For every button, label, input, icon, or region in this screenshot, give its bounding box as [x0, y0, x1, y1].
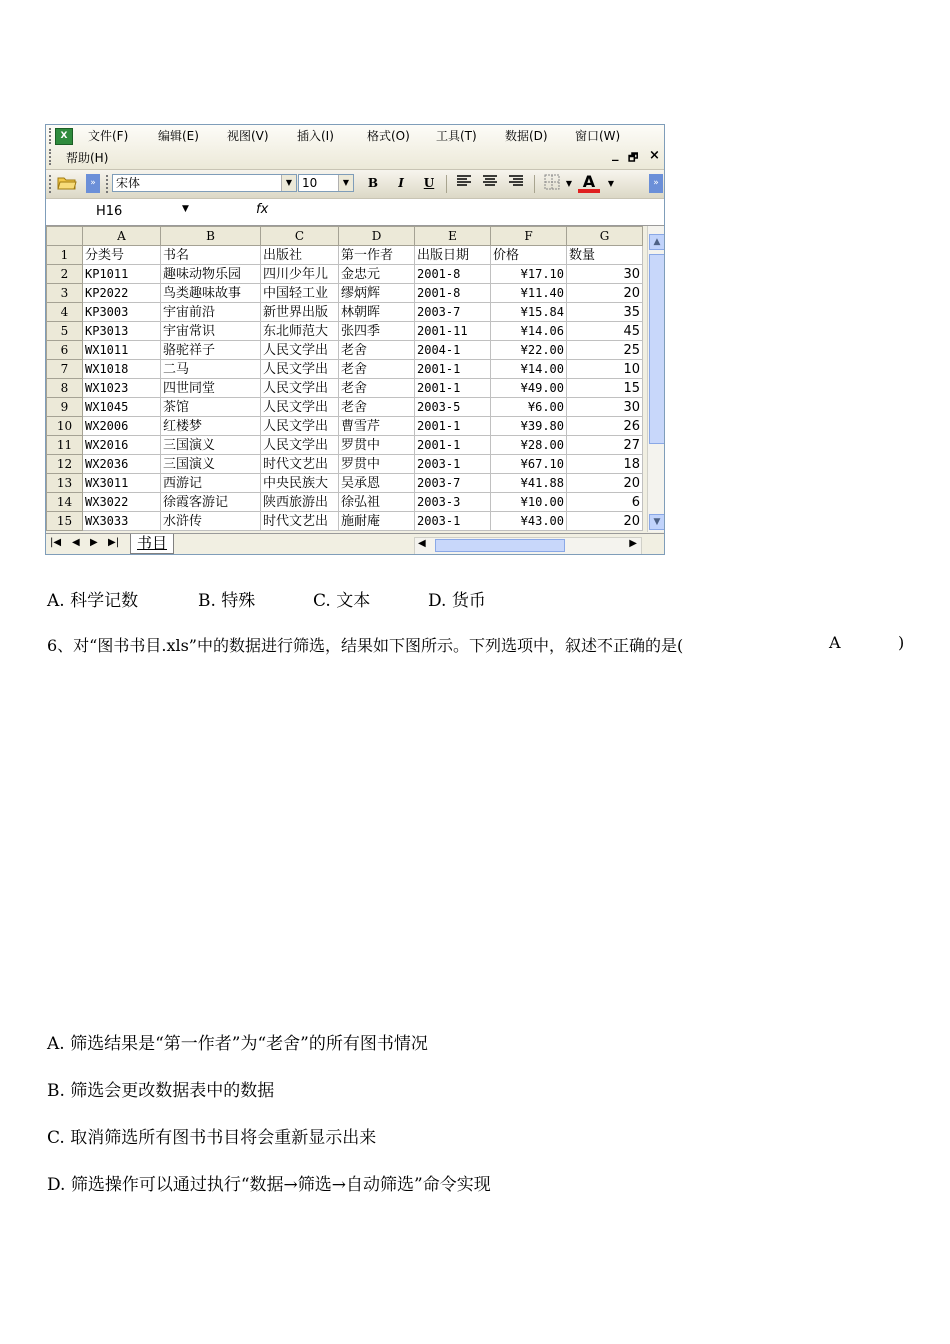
table-cell[interactable]: 徐弘祖 — [339, 493, 415, 512]
font-name-value: 宋体 — [116, 176, 141, 190]
table-cell[interactable]: 30 — [567, 265, 643, 284]
table-cell[interactable]: 人民文学出 — [261, 379, 339, 398]
menu-data[interactable]: 数据(D) — [505, 129, 548, 143]
table-cell[interactable]: 2003-5 — [415, 398, 491, 417]
table-cell[interactable]: 张四季 — [339, 322, 415, 341]
table-cell[interactable]: 18 — [567, 455, 643, 474]
table-cell[interactable]: 2001-11 — [415, 322, 491, 341]
q6-option-a: A. 筛选结果是“第一作者”为“老舍”的所有图书情况 — [47, 1034, 428, 1054]
table-cell[interactable]: ¥15.84 — [491, 303, 567, 322]
table-cell[interactable]: 吴承恩 — [339, 474, 415, 493]
table-cell[interactable]: 施耐庵 — [339, 512, 415, 531]
row-header[interactable]: 5 — [47, 322, 83, 341]
row-header[interactable]: 6 — [47, 341, 83, 360]
table-cell[interactable]: 茶馆 — [161, 398, 261, 417]
close-icon[interactable]: × — [649, 148, 660, 163]
scroll-down-icon[interactable]: ▼ — [649, 514, 665, 530]
table-cell[interactable]: 分类号 — [83, 246, 161, 265]
q5-option-a: A. 科学记数 — [47, 591, 139, 611]
row-header[interactable]: 9 — [47, 398, 83, 417]
table-row — [47, 417, 643, 436]
toolbar-grip[interactable] — [49, 149, 54, 165]
table-cell[interactable]: KP2022 — [83, 284, 161, 303]
row-header[interactable]: 15 — [47, 512, 83, 531]
underline-button[interactable]: U — [423, 176, 435, 190]
table-row — [47, 322, 643, 341]
table-cell[interactable]: 15 — [567, 379, 643, 398]
table-cell[interactable]: WX3011 — [83, 474, 161, 493]
q6-stem: 6、对“图书书目.xls”中的数据进行筛选，结果如下图所示。下列选项中，叙述不正确的是( — [47, 636, 684, 655]
menu-window[interactable]: 窗口(W) — [575, 129, 621, 143]
minimize-icon[interactable]: _ — [612, 147, 619, 162]
table-cell[interactable]: 人民文学出 — [261, 398, 339, 417]
table-cell[interactable]: 水浒传 — [161, 512, 261, 531]
spreadsheet-grid — [46, 226, 643, 531]
table-cell[interactable]: 宇宙前沿 — [161, 303, 261, 322]
table-cell[interactable]: 缪炳辉 — [339, 284, 415, 303]
table-cell[interactable]: 出版日期 — [415, 246, 491, 265]
toolbar-separator — [534, 175, 535, 193]
table-cell[interactable]: ¥10.00 — [491, 493, 567, 512]
row-header[interactable]: 2 — [47, 265, 83, 284]
scroll-thumb[interactable] — [435, 539, 565, 552]
row-header[interactable]: 14 — [47, 493, 83, 512]
column-header[interactable]: G — [567, 227, 643, 246]
table-cell[interactable]: 2001-1 — [415, 379, 491, 398]
q6-close-paren: ) — [898, 633, 905, 652]
table-cell[interactable]: ¥11.40 — [491, 284, 567, 303]
table-cell[interactable]: 数量 — [567, 246, 643, 265]
table-cell[interactable]: 6 — [567, 493, 643, 512]
row-header[interactable]: 11 — [47, 436, 83, 455]
q6-option-c: C. 取消筛选所有图书书目将会重新显示出来 — [47, 1128, 377, 1148]
table-row — [47, 360, 643, 379]
formula-bar — [46, 199, 665, 226]
table-cell[interactable]: KP3003 — [83, 303, 161, 322]
column-header[interactable]: B — [161, 227, 261, 246]
excel-window — [45, 124, 665, 555]
row-header[interactable]: 8 — [47, 379, 83, 398]
table-cell[interactable]: WX1045 — [83, 398, 161, 417]
table-cell[interactable]: 三国演义 — [161, 436, 261, 455]
table-cell[interactable]: WX3033 — [83, 512, 161, 531]
q5-option-c: C. 文本 — [313, 591, 371, 611]
toolbar-grip[interactable] — [106, 175, 111, 193]
row-header[interactable]: 3 — [47, 284, 83, 303]
table-cell[interactable]: WX1011 — [83, 341, 161, 360]
table-cell[interactable]: WX2006 — [83, 417, 161, 436]
table-cell[interactable]: 2003-7 — [415, 474, 491, 493]
table-cell[interactable]: 人民文学出 — [261, 417, 339, 436]
menu-bar — [46, 125, 665, 170]
menu-file[interactable]: 文件(F) — [88, 129, 129, 143]
table-cell[interactable]: 人民文学出 — [261, 436, 339, 455]
row-header[interactable]: 7 — [47, 360, 83, 379]
table-cell[interactable]: 老舍 — [339, 341, 415, 360]
font-size-combo[interactable] — [298, 174, 354, 192]
table-cell[interactable]: ¥28.00 — [491, 436, 567, 455]
table-cell[interactable]: 西游记 — [161, 474, 261, 493]
table-cell[interactable]: WX1023 — [83, 379, 161, 398]
table-row — [47, 341, 643, 360]
table-cell[interactable]: ¥41.88 — [491, 474, 567, 493]
row-header[interactable]: 12 — [47, 455, 83, 474]
name-box[interactable]: H16 — [96, 204, 123, 219]
table-cell[interactable]: WX2016 — [83, 436, 161, 455]
table-cell[interactable]: ¥14.00 — [491, 360, 567, 379]
table-cell[interactable]: 2001-8 — [415, 284, 491, 303]
table-cell[interactable]: KP3013 — [83, 322, 161, 341]
table-cell[interactable]: WX2036 — [83, 455, 161, 474]
prev-sheet-icon[interactable]: ◀ — [72, 537, 80, 548]
open-folder-icon[interactable] — [56, 174, 78, 193]
column-header[interactable]: E — [415, 227, 491, 246]
fx-icon[interactable]: fx — [256, 202, 269, 217]
table-cell[interactable]: 第一作者 — [339, 246, 415, 265]
horizontal-scrollbar[interactable] — [414, 537, 642, 555]
first-sheet-icon[interactable]: |◀ — [50, 537, 62, 548]
bold-button[interactable]: B — [367, 176, 379, 190]
menu-tools[interactable]: 工具(T) — [436, 129, 477, 143]
row-header[interactable]: 13 — [47, 474, 83, 493]
table-cell[interactable]: WX3022 — [83, 493, 161, 512]
column-header[interactable]: A — [83, 227, 161, 246]
table-cell[interactable]: 35 — [567, 303, 643, 322]
toolbar-grip[interactable] — [49, 175, 54, 193]
last-sheet-icon[interactable]: ▶| — [108, 537, 120, 548]
borders-icon[interactable] — [542, 174, 562, 193]
column-header[interactable]: D — [339, 227, 415, 246]
toolbar-grip[interactable] — [49, 128, 54, 144]
table-cell[interactable]: 2001-1 — [415, 436, 491, 455]
row-header[interactable]: 4 — [47, 303, 83, 322]
scroll-thumb[interactable] — [649, 254, 665, 444]
table-cell[interactable]: 罗贯中 — [339, 436, 415, 455]
font-name-combo[interactable] — [112, 174, 297, 192]
table-cell[interactable]: 2003-3 — [415, 493, 491, 512]
toolbar-separator — [446, 175, 447, 193]
table-cell[interactable]: 中央民族大 — [261, 474, 339, 493]
scroll-right-icon[interactable]: ▶ — [629, 538, 637, 549]
menu-edit[interactable]: 编辑(E) — [158, 129, 199, 143]
next-sheet-icon[interactable]: ▶ — [90, 537, 98, 548]
align-center-icon[interactable] — [480, 174, 500, 193]
format-toolbar — [46, 170, 665, 199]
table-cell[interactable]: 红楼梦 — [161, 417, 261, 436]
table-cell[interactable]: 2001-1 — [415, 417, 491, 436]
table-cell[interactable]: 20 — [567, 512, 643, 531]
table-row — [47, 436, 643, 455]
menu-insert[interactable]: 插入(I) — [297, 129, 334, 143]
table-cell[interactable]: 林朝晖 — [339, 303, 415, 322]
table-cell[interactable]: 25 — [567, 341, 643, 360]
table-cell[interactable]: 2003-7 — [415, 303, 491, 322]
table-cell[interactable]: 价格 — [491, 246, 567, 265]
table-cell[interactable]: 新世界出版 — [261, 303, 339, 322]
table-cell[interactable]: ¥39.80 — [491, 417, 567, 436]
table-cell[interactable]: 罗贯中 — [339, 455, 415, 474]
row-header[interactable]: 10 — [47, 417, 83, 436]
table-cell[interactable]: 金忠元 — [339, 265, 415, 284]
table-cell[interactable]: 时代文艺出 — [261, 512, 339, 531]
table-cell[interactable]: 2003-1 — [415, 512, 491, 531]
table-cell[interactable]: 二马 — [161, 360, 261, 379]
table-cell[interactable]: ¥49.00 — [491, 379, 567, 398]
table-cell[interactable]: 10 — [567, 360, 643, 379]
table-row — [47, 284, 643, 303]
q6-answer: A — [829, 633, 841, 652]
chevron-down-icon[interactable]: ▼ — [338, 175, 353, 191]
italic-button[interactable]: I — [398, 176, 404, 190]
table-cell[interactable]: 人民文学出 — [261, 360, 339, 379]
table-cell[interactable]: 宇宙常识 — [161, 322, 261, 341]
chevron-down-icon[interactable]: ▼ — [607, 179, 615, 188]
table-cell[interactable]: ¥67.10 — [491, 455, 567, 474]
q5-option-d: D. 货币 — [428, 591, 486, 611]
table-row — [47, 379, 643, 398]
select-all-corner[interactable] — [47, 227, 83, 246]
column-header[interactable]: C — [261, 227, 339, 246]
column-header-row — [47, 227, 643, 246]
scroll-up-icon[interactable]: ▲ — [649, 234, 665, 250]
table-row — [47, 455, 643, 474]
table-cell[interactable]: 老舍 — [339, 379, 415, 398]
table-row — [47, 493, 643, 512]
table-row — [47, 265, 643, 284]
menu-format[interactable]: 格式(O) — [367, 129, 410, 143]
table-cell[interactable]: 45 — [567, 322, 643, 341]
q5-option-b: B. 特殊 — [198, 591, 256, 611]
table-cell[interactable]: 四世同堂 — [161, 379, 261, 398]
table-cell[interactable]: 陕西旅游出 — [261, 493, 339, 512]
chevron-down-icon[interactable]: ▼ — [281, 175, 296, 191]
restore-icon[interactable]: 🗗 — [628, 151, 639, 164]
table-cell[interactable]: ¥14.06 — [491, 322, 567, 341]
menu-view[interactable]: 视图(V) — [227, 129, 269, 143]
font-color-button[interactable]: A — [578, 174, 600, 193]
table-cell[interactable]: WX1018 — [83, 360, 161, 379]
table-cell[interactable]: 徐霞客游记 — [161, 493, 261, 512]
table-cell[interactable]: 2001-1 — [415, 360, 491, 379]
sheet-tab-bar — [46, 533, 665, 555]
table-cell[interactable]: ¥6.00 — [491, 398, 567, 417]
table-cell[interactable]: 人民文学出 — [261, 341, 339, 360]
table-cell[interactable]: 2003-1 — [415, 455, 491, 474]
align-right-icon[interactable] — [506, 174, 526, 193]
table-row — [47, 512, 643, 531]
table-cell[interactable]: 书名 — [161, 246, 261, 265]
table-cell[interactable]: 27 — [567, 436, 643, 455]
scroll-left-icon[interactable]: ◀ — [418, 538, 426, 549]
table-cell[interactable]: ¥22.00 — [491, 341, 567, 360]
table-cell[interactable]: 中国轻工业 — [261, 284, 339, 303]
table-cell[interactable]: 东北师范大 — [261, 322, 339, 341]
font-size-value: 10 — [302, 176, 318, 190]
table-cell[interactable]: ¥43.00 — [491, 512, 567, 531]
table-cell[interactable]: 曹雪芹 — [339, 417, 415, 436]
table-cell[interactable]: 26 — [567, 417, 643, 436]
toolbar-overflow-icon[interactable]: » — [86, 174, 100, 193]
align-left-icon[interactable] — [454, 174, 474, 193]
table-cell[interactable]: 2001-8 — [415, 265, 491, 284]
q6-option-d: D. 筛选操作可以通过执行“数据→筛选→自动筛选”命令实现 — [47, 1175, 491, 1195]
table-cell[interactable]: 四川少年儿 — [261, 265, 339, 284]
table-cell[interactable]: 老舍 — [339, 398, 415, 417]
row-header[interactable]: 1 — [47, 246, 83, 265]
table-row — [47, 398, 643, 417]
menu-help[interactable]: 帮助(H) — [66, 151, 109, 165]
table-cell[interactable]: 鸟类趣味故事 — [161, 284, 261, 303]
table-cell[interactable]: 时代文艺出 — [261, 455, 339, 474]
table-cell[interactable]: ¥17.10 — [491, 265, 567, 284]
table-cell[interactable]: KP1011 — [83, 265, 161, 284]
table-cell[interactable]: 20 — [567, 284, 643, 303]
table-cell[interactable]: 趣味动物乐园 — [161, 265, 261, 284]
table-row — [47, 246, 643, 265]
table-cell[interactable]: 出版社 — [261, 246, 339, 265]
column-header[interactable]: F — [491, 227, 567, 246]
excel-icon[interactable]: X — [55, 128, 73, 145]
table-cell[interactable]: 三国演义 — [161, 455, 261, 474]
table-cell[interactable]: 2004-1 — [415, 341, 491, 360]
table-cell[interactable]: 骆驼祥子 — [161, 341, 261, 360]
table-row — [47, 303, 643, 322]
table-cell[interactable]: 老舍 — [339, 360, 415, 379]
toolbar-overflow-icon[interactable]: » — [649, 174, 663, 193]
q6-option-b: B. 筛选会更改数据表中的数据 — [47, 1081, 275, 1101]
table-cell[interactable]: 20 — [567, 474, 643, 493]
sheet-tab-books[interactable]: 书目 — [130, 534, 174, 554]
table-row — [47, 474, 643, 493]
table-cell[interactable]: 30 — [567, 398, 643, 417]
chevron-down-icon[interactable]: ▼ — [565, 179, 573, 188]
chevron-down-icon[interactable]: ▼ — [182, 204, 189, 214]
vertical-scrollbar[interactable] — [647, 226, 665, 532]
